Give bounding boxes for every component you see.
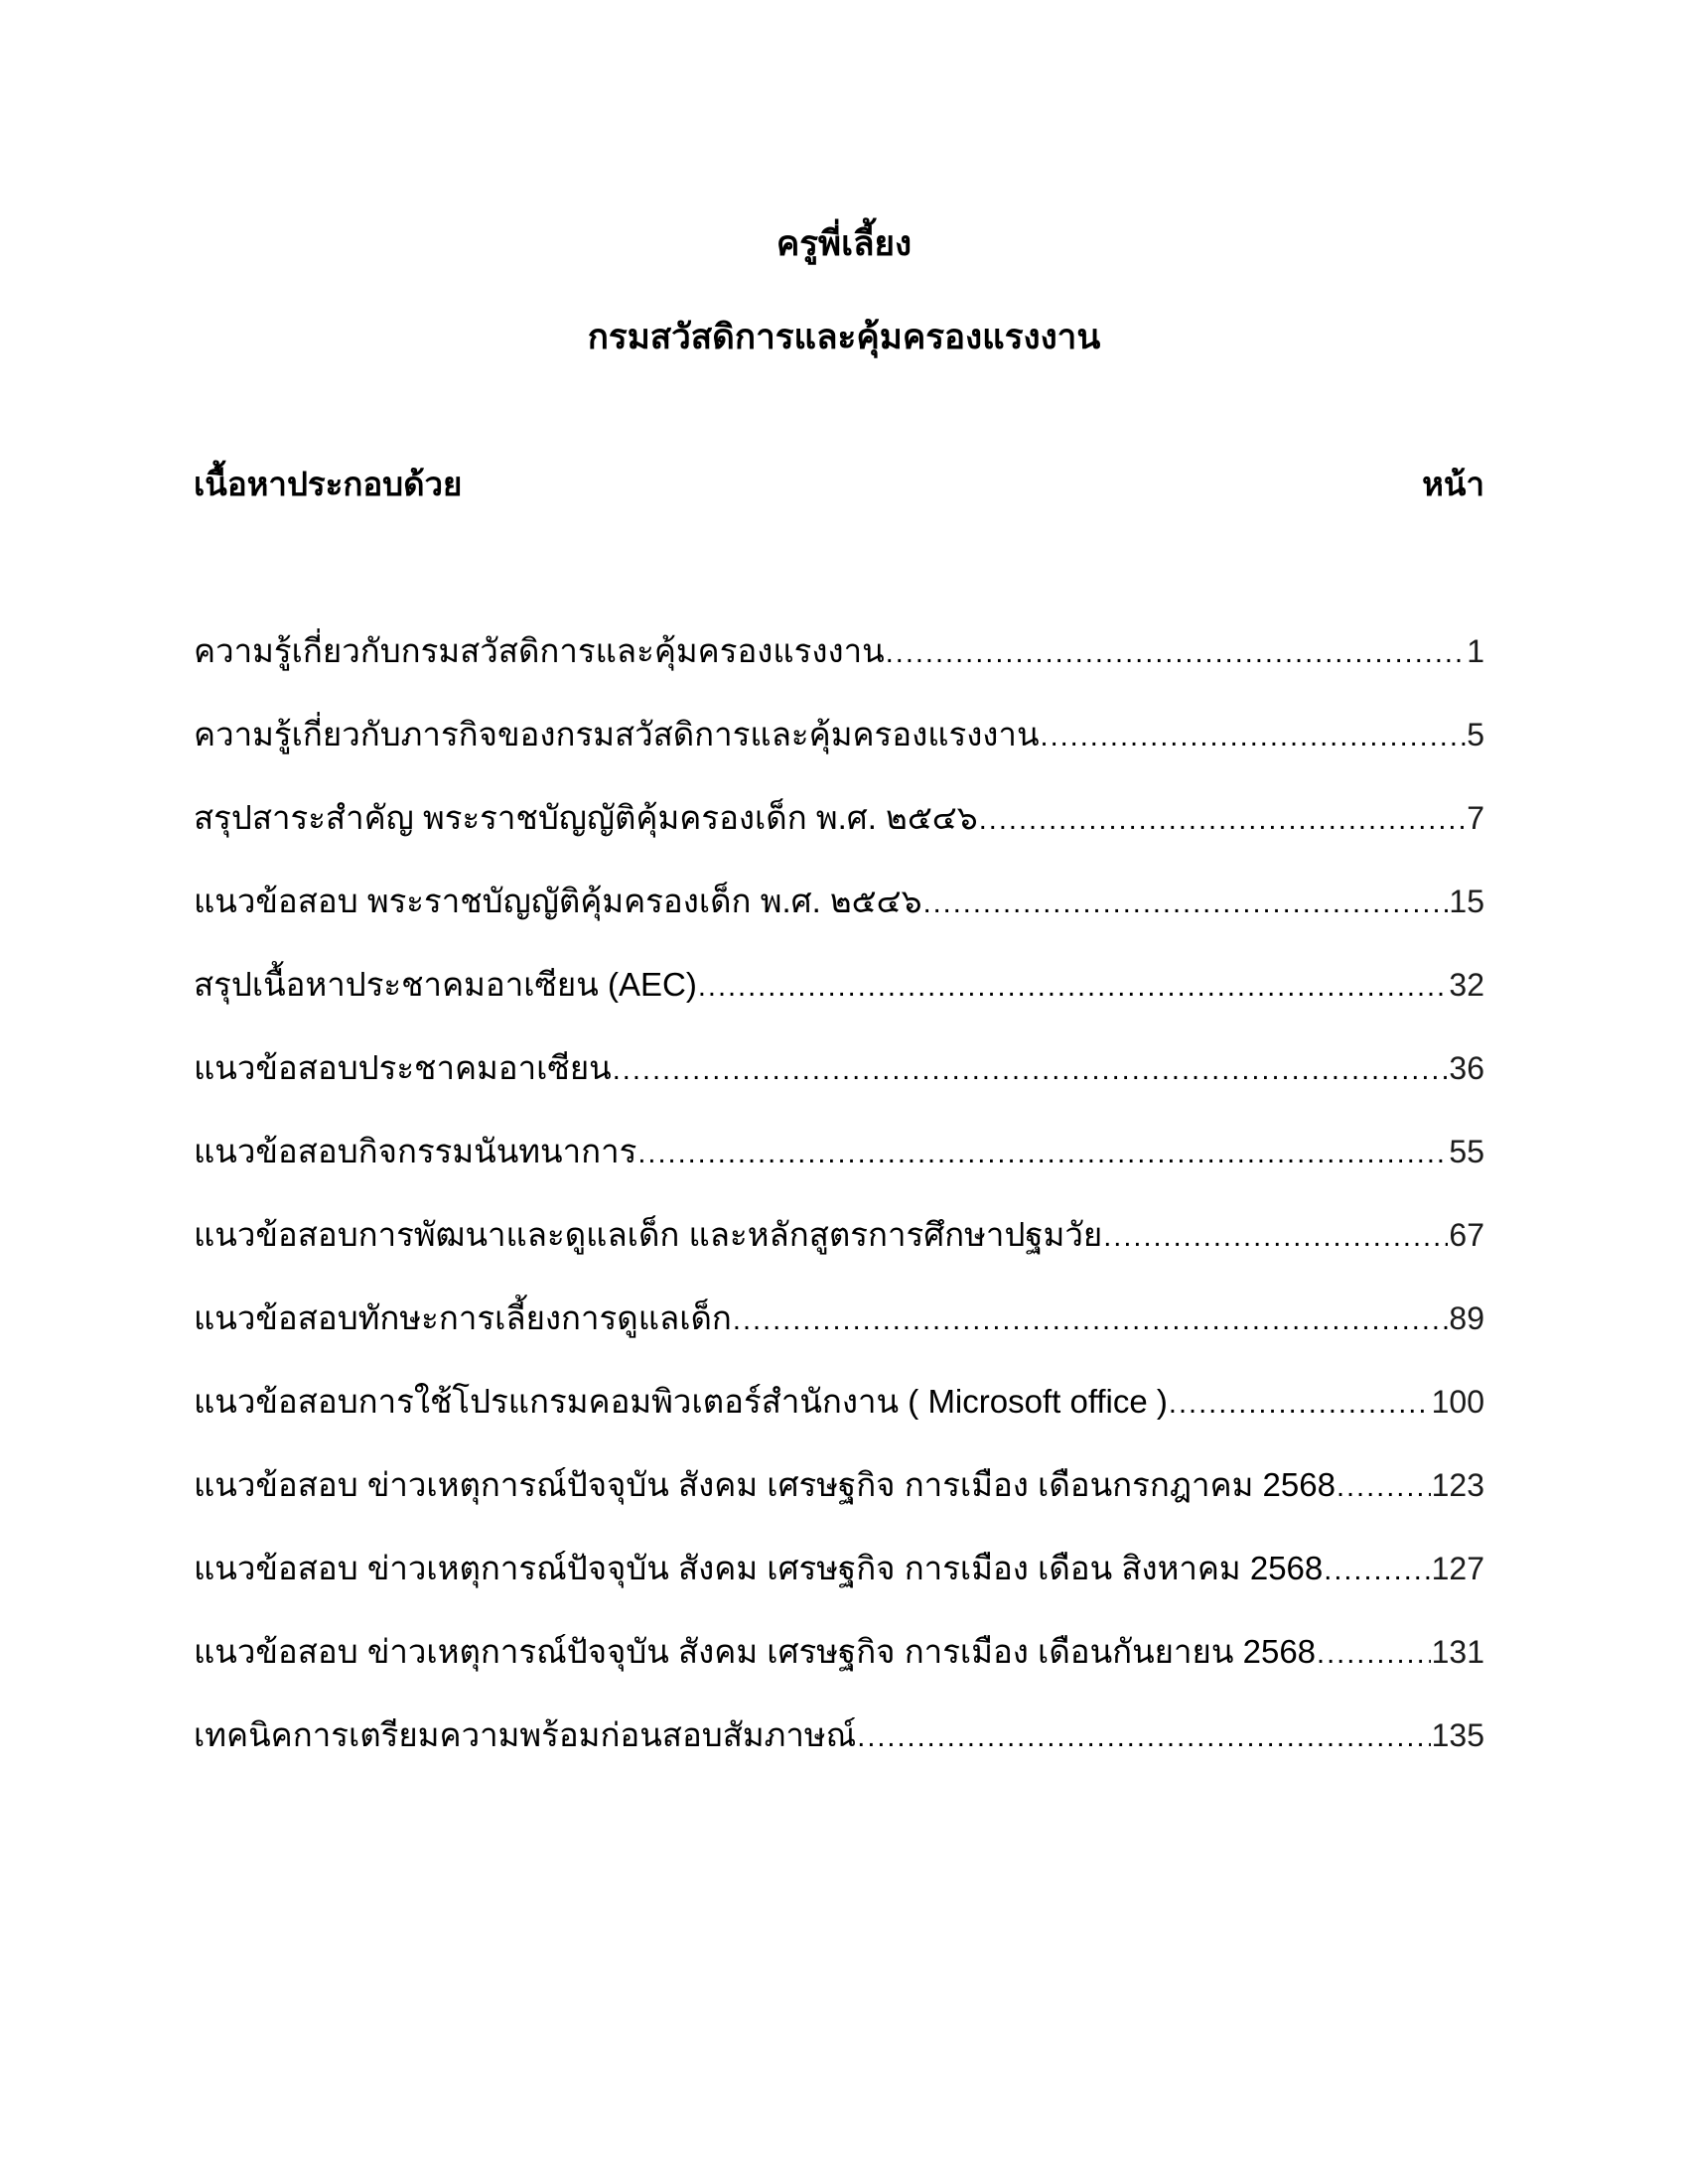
toc-leader-dots <box>1041 715 1467 758</box>
toc-entry-title: แนวข้อสอบประชาคมอาเซียน <box>194 1049 612 1086</box>
toc-entry-title: แนวข้อสอบกิจกรรมนันทนาการ <box>194 1133 637 1169</box>
toc-entry-title: แนวข้อสอบ ข่าวเหตุการณ์ปัจจุบัน สังคม เศรษฐกิจ การเมือง เดือน สิงหาคม 2568 <box>194 1550 1324 1586</box>
toc-entry-page: 32 <box>1449 967 1484 1003</box>
toc-leader-dots <box>923 882 1449 925</box>
toc-entry-page: 5 <box>1467 717 1484 752</box>
toc-entry-title: แนวข้อสอบ ข่าวเหตุการณ์ปัจจุบัน สังคม เศรษฐกิจ การเมือง เดือนกันยายน 2568 <box>194 1633 1317 1670</box>
toc-entry-page: 1 <box>1467 633 1484 669</box>
toc-leader-dots <box>1169 1382 1431 1426</box>
toc-leader-dots <box>698 965 1449 1009</box>
toc-entry-title: แนวข้อสอบทักษะการเลี้ยงการดูแลเด็ก <box>194 1299 732 1336</box>
toc-leader-dots <box>733 1298 1449 1342</box>
toc-entry-page: 127 <box>1431 1551 1484 1586</box>
toc-entry <box>194 776 1484 860</box>
toc-entry-title: แนวข้อสอบการใช้โปรแกรมคอมพิวเตอร์สำนักงาน ( Microsoft office ) <box>194 1383 1168 1420</box>
toc-entry-page: 123 <box>1431 1467 1484 1503</box>
toc-entry <box>194 693 1484 776</box>
document-title: ครูพี่เลี้ยง <box>775 224 913 263</box>
toc-entry <box>194 1110 1484 1193</box>
toc-leader-dots <box>637 1132 1448 1175</box>
toc-entry <box>194 860 1484 943</box>
toc-list <box>194 610 1484 1777</box>
toc-entry-page: 67 <box>1449 1217 1484 1253</box>
toc-entry-title: สรุปเนื้อหาประชาคมอาเซียน (AEC) <box>194 966 697 1003</box>
toc-entry-page: 55 <box>1449 1134 1484 1169</box>
toc-leader-dots <box>1336 1465 1431 1509</box>
toc-leader-dots <box>1317 1632 1431 1676</box>
toc-entry-title: แนวข้อสอบ ข่าวเหตุการณ์ปัจจุบัน สังคม เศรษฐกิจ การเมือง เดือนกรกฎาคม 2568 <box>194 1466 1336 1503</box>
toc-leader-dots <box>979 798 1466 842</box>
toc-entry-page: 7 <box>1467 800 1484 836</box>
toc-entry-title: เทคนิคการเตรียมความพร้อมก่อนสอบสัมภาษณ์ <box>194 1716 857 1753</box>
toc-header-row <box>194 455 1484 514</box>
toc-entry-page: 100 <box>1431 1384 1484 1420</box>
toc-leader-dots <box>857 1715 1430 1759</box>
toc-entry <box>194 1610 1484 1694</box>
toc-entry-title: สรุปสาระสำคัญ พระราชบัญญัติคุ้มครองเด็ก พ.ศ. ๒๕๔๖ <box>194 799 978 836</box>
toc-entry <box>194 610 1484 693</box>
toc-leader-dots <box>886 631 1467 675</box>
toc-entry-page: 131 <box>1431 1634 1484 1670</box>
document-subtitle: กรมสวัสดิการและคุ้มครองแรงงาน <box>587 318 1101 356</box>
toc-entry-title: ความรู้เกี่ยวกับภารกิจของกรมสวัสดิการและคุ้มครองแรงงาน <box>194 716 1040 752</box>
toc-leader-dots <box>1103 1215 1448 1259</box>
toc-entry-page: 89 <box>1449 1300 1484 1336</box>
toc-entry <box>194 1527 1484 1610</box>
toc-entry-page: 15 <box>1449 884 1484 919</box>
toc-entry <box>194 1443 1484 1527</box>
toc-leader-dots <box>613 1048 1449 1092</box>
toc-entry <box>194 1360 1484 1443</box>
toc-entry-title: ความรู้เกี่ยวกับกรมสวัสดิการและคุ้มครองแรงงาน <box>194 632 885 669</box>
toc-entry-title: แนวข้อสอบ พระราชบัญญัติคุ้มครองเด็ก พ.ศ. ๒๕๔๖ <box>194 883 922 919</box>
toc-contents-label: เนื้อหาประกอบด้วย <box>194 466 463 502</box>
toc-entry-page: 135 <box>1431 1717 1484 1753</box>
toc-entry <box>194 1277 1484 1360</box>
toc-entry-page: 36 <box>1449 1050 1484 1086</box>
toc-entry <box>194 1694 1484 1777</box>
toc-entry-title: แนวข้อสอบการพัฒนาและดูแลเด็ก และหลักสูตรการศึกษาปฐมวัย <box>194 1216 1103 1253</box>
toc-page-column-label: หน้า <box>1422 466 1484 502</box>
toc-entry <box>194 943 1484 1026</box>
toc-leader-dots <box>1324 1549 1430 1592</box>
toc-entry <box>194 1026 1484 1110</box>
toc-entry <box>194 1193 1484 1277</box>
